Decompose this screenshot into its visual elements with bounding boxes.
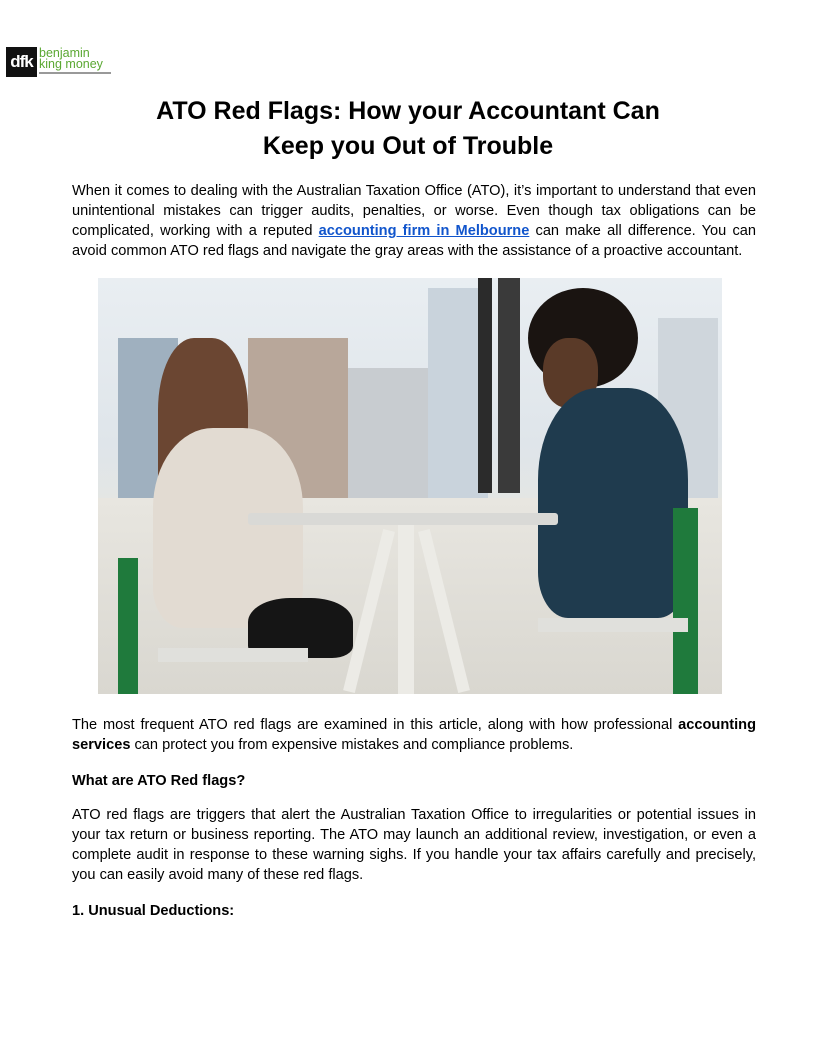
red-flags-paragraph: ATO red flags are triggers that alert the Australian Taxation Office to irregularities or potential issues in your tax return or business reporting. The ATO may launch an additional review, investigation, or even a complete audit in response to these warning sighs. If you handle your tax affairs carefully and precisely, you can easily avoid many of these red flags. — [72, 807, 756, 883]
logo-mark: dfk — [6, 47, 37, 77]
page-title: ATO Red Flags: How your Accountant Can Keep you Out of Trouble — [156, 97, 660, 160]
accounting-firm-link[interactable]: accounting firm in Melbourne — [318, 223, 530, 239]
logo-tagline — [39, 72, 111, 74]
intro-paragraph: When it comes to dealing with the Australian Taxation Office (ATO), it’s important to understand that even unintentional mistakes can trigger audits, penalties, or worse. Even though tax obligations can be complicated, working with a reputed accounting firm in Melbourne can make all difference. You can avoid common ATO red flags and navigate the gray areas with the assistance of a proactive accountant. — [72, 183, 756, 259]
logo-name: benjamin king money — [39, 46, 103, 71]
section-heading-red-flags: What are ATO Red flags? — [72, 773, 246, 789]
section-heading-unusual-deductions: 1. Unusual Deductions: — [72, 903, 235, 919]
article-photo — [98, 278, 722, 694]
company-logo — [6, 47, 116, 79]
overview-paragraph: The most frequent ATO red flags are examined in this article, along with how professional accounting services can protect you from expensive mistakes and compliance problems. — [72, 717, 756, 753]
